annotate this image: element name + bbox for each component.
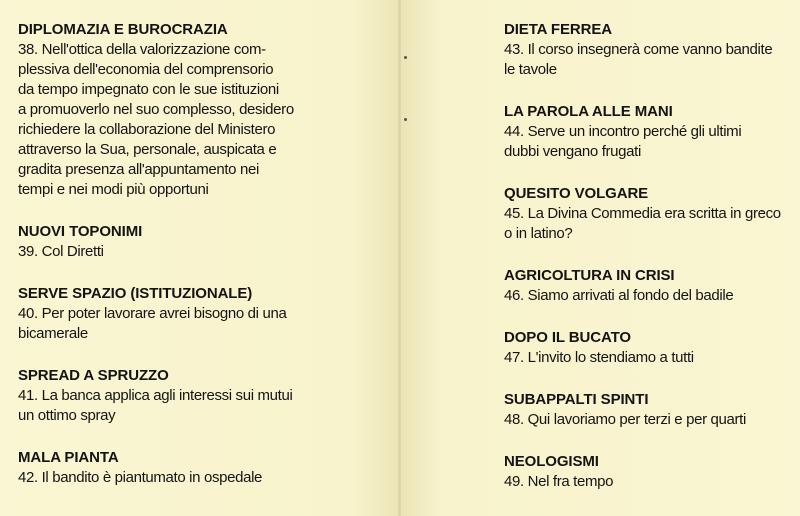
entry-line: 42. Il bandito è piantumato in ospedale [18,469,263,486]
entry-line: richiedere la collaborazione del Ministero [18,121,276,138]
entry-40 [18,284,300,344]
entry-48 [504,390,784,430]
entry-line: 40. Per poter lavorare avrei bisogno di una [18,305,287,322]
entry-line: 44. Serve un incontro perché gli ultimi [504,123,742,140]
left-column [18,20,300,488]
entry-47 [504,328,784,368]
entry-title: AGRICOLTURA IN CRISI [504,267,675,284]
entry-line: 45. La Divina Commedia era scritta in greco [504,205,781,222]
entry-spacer [18,262,300,284]
page-speck [404,118,407,121]
entry-text [504,472,784,492]
entry-spacer [504,162,784,184]
entry-line: plessiva dell'economia del comprensorio [18,61,274,78]
entry-spacer [18,200,300,222]
entry-text [504,122,784,162]
entry-line: 43. Il corso insegnerà come vanno bandite [504,41,773,58]
entry-text [18,242,300,262]
entry-text [504,40,784,80]
entry-44 [504,102,784,162]
entry-line: un ottimo spray [18,407,116,424]
entry-spacer [504,306,784,328]
entry-49 [504,452,784,492]
entry-line: o in latino? [504,225,573,242]
entry-text [18,468,300,488]
entry-text [504,286,784,306]
entry-line: 49. Nel fra tempo [504,473,614,490]
entry-42 [18,448,300,488]
entry-line: gradita presenza all'appuntamento nei [18,161,259,178]
entry-line: le tavole [504,61,557,78]
entry-spacer [504,80,784,102]
entry-text [18,386,300,426]
entry-line: 39. Col Diretti [18,243,104,260]
entry-title: DIPLOMAZIA E BUROCRAZIA [18,21,228,38]
entry-text [18,40,300,200]
entry-title: DOPO IL BUCATO [504,329,631,346]
entry-38 [18,20,300,200]
entry-spacer [504,244,784,266]
entry-line: tempi e nei modi più opportuni [18,181,209,198]
entry-46 [504,266,784,306]
entry-spacer [504,430,784,452]
entry-title: SPREAD A SPRUZZO [18,367,169,384]
entry-line: attraverso la Sua, personale, auspicata e [18,141,277,158]
entry-39 [18,222,300,262]
entry-line: 46. Siamo arrivati al fondo del badile [504,287,734,304]
entry-spacer [18,344,300,366]
right-column [504,20,784,492]
entry-title: NUOVI TOPONIMI [18,223,143,240]
entry-text [504,348,784,368]
entry-45 [504,184,784,244]
entry-spacer [504,368,784,390]
entry-line: 47. L'invito lo stendiamo a tutti [504,349,694,366]
entry-text [18,304,300,344]
entry-text [504,410,784,430]
entry-title: DIETA FERREA [504,21,612,38]
entry-line: da tempo impegnato con le sue istituzioni [18,81,279,98]
book-gutter [398,0,401,516]
page-speck [404,56,407,59]
entry-line: dubbi vengano frugati [504,143,641,160]
entry-line: bicamerale [18,325,88,342]
entry-title: SUBAPPALTI SPINTI [504,391,649,408]
entry-title: LA PAROLA ALLE MANI [504,103,673,120]
entry-line: 48. Qui lavoriamo per terzi e per quarti [504,411,746,428]
entry-41 [18,366,300,426]
entry-title: MALA PIANTA [18,449,119,466]
entry-title: SERVE SPAZIO (ISTITUZIONALE) [18,285,253,302]
entry-spacer [18,426,300,448]
entry-line: 41. La banca applica agli interessi sui mutui [18,387,293,404]
entry-line: a promuoverlo nel suo complesso, desidero [18,101,294,118]
entry-line: 38. Nell'ottica della valorizzazione com- [18,41,266,58]
entry-43 [504,20,784,80]
entry-title: NEOLOGISMI [504,453,599,470]
entry-text [504,204,784,244]
entry-title: QUESITO VOLGARE [504,185,649,202]
